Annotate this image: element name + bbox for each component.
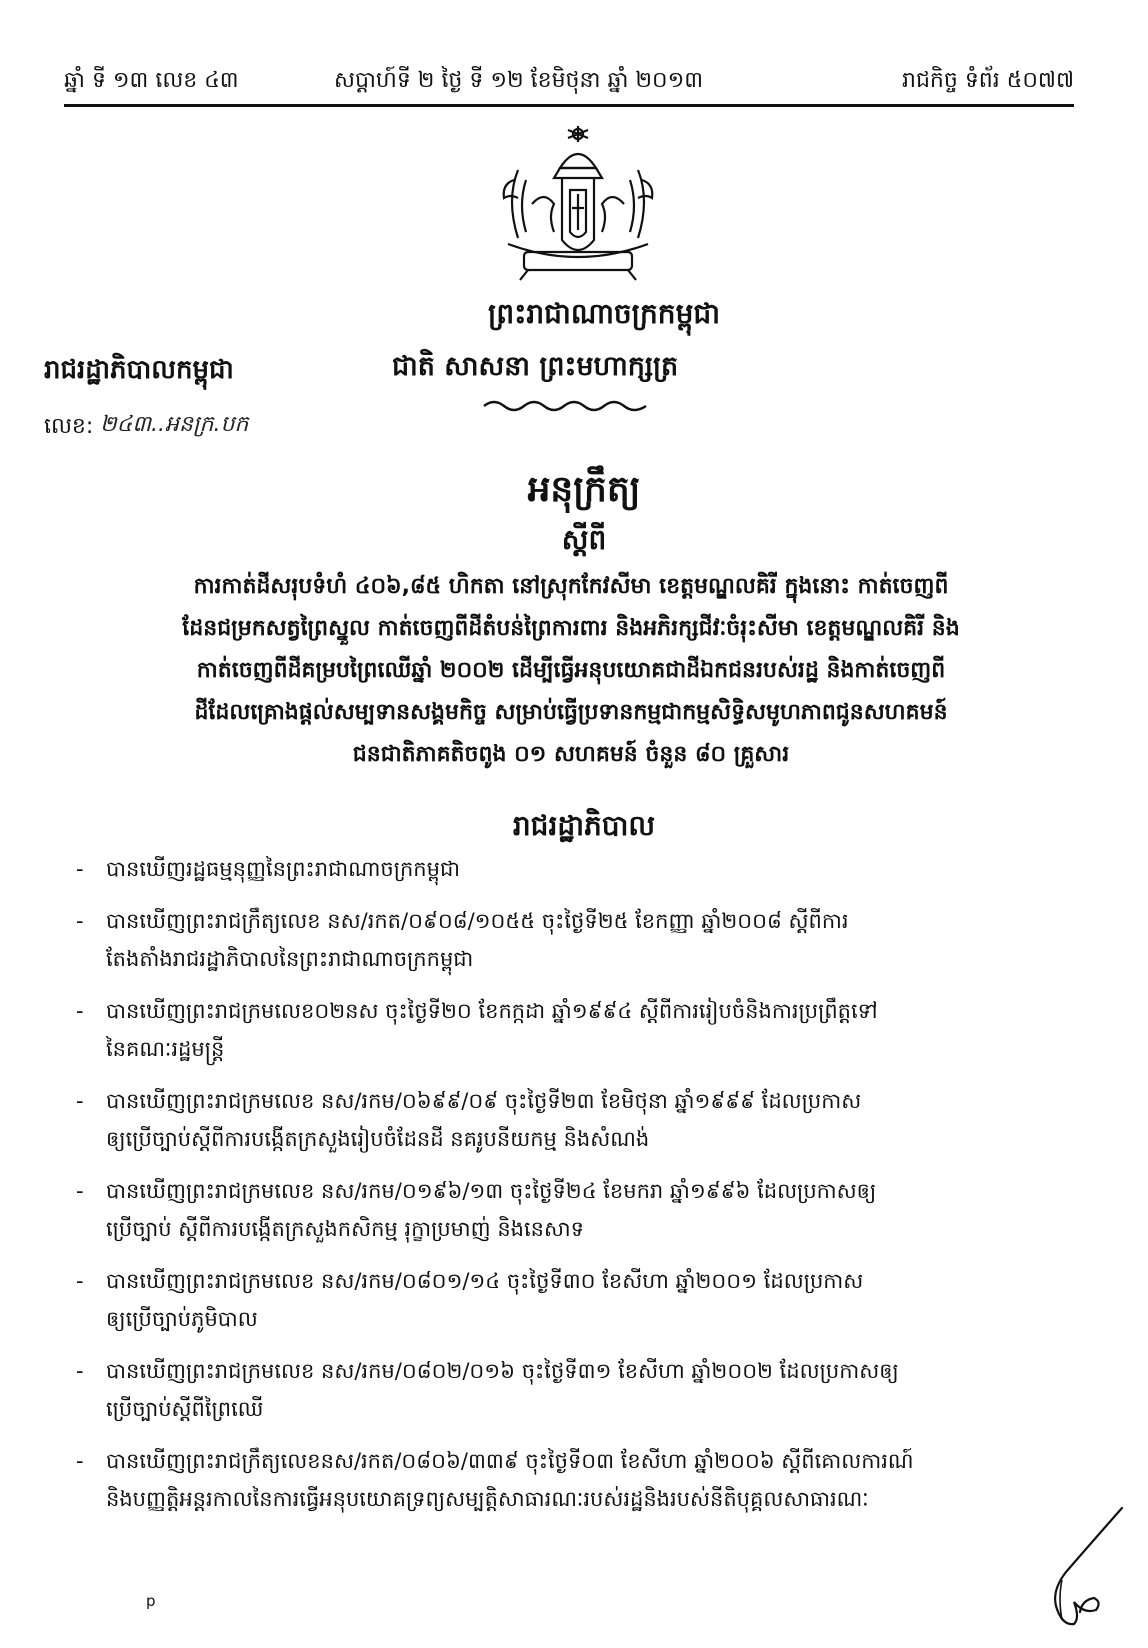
item-line: តែងតាំងរាជរដ្ឋាភិបាលនៃព្រះរាជាណាចក្រកម្ពុជា (106, 947, 474, 971)
subject-line: ជនជាតិភាគតិចពូង ០១ សហគមន៍ ចំនួន ៨០ គ្រួសារ (352, 742, 790, 767)
bullet-dash: - (76, 1089, 84, 1113)
item-line: និងបញ្ញត្តិអន្តរកាលនៃការធ្វើអនុបយោគទ្រព្យសម្បត្តិសាធារណៈរបស់រដ្ឋនិងរបស់នីតិបុគ្គលសាធារណៈ (106, 1487, 869, 1511)
gazette-issue: ឆ្នាំ ទី ១៣ លេខ ៤៣ (64, 68, 239, 93)
item-line: បានឃើញព្រះរាជក្រមលេខ នស/រកម/០៨០១/១៤ ចុះថ្ងៃទី៣០ ខែសីហា ឆ្នាំ២០០១ ដែលប្រកាស (106, 1269, 864, 1293)
item-line: ឲ្យប្រើច្បាប់ស្តីពីការបង្កើតក្រសួងរៀបចំដែនដី នគរូបនីយកម្ម និងសំណង់ (106, 1127, 650, 1151)
bullet-dash: - (76, 999, 84, 1023)
item-line: បានឃើញព្រះរាជក្រឹត្យលេខ នស/រកត/០៩០៨/១០៥៥ ចុះថ្ងៃទី២៥ ខែកញ្ញា ឆ្នាំ២០០៨ ស្តីពីការ (106, 909, 849, 933)
item-line: បានឃើញព្រះរាជក្រមលេខ នស/រកម/០១៩៦/១៣ ចុះថ្ងៃទី២៤ ខែមករា ឆ្នាំ១៩៩៦ ដែលប្រកាសឲ្យ (106, 1179, 877, 1203)
handwritten-initial-icon (1022, 1502, 1132, 1632)
item-line: បានឃើញព្រះរាជក្រឹត្យលេខនស/រកត/០៨០៦/៣៣៩ ចុះថ្ងៃទី០៣ ខែសីហា ឆ្នាំ២០០៦ ស្តីពីគោលការណ៍ (106, 1449, 914, 1473)
document-title: អនុក្រឹត្យ (527, 469, 641, 510)
bullet-dash: - (76, 909, 84, 933)
item-line: ឲ្យប្រើច្បាប់ភូមិបាល (106, 1307, 258, 1331)
list-item (76, 902, 1076, 978)
subject-line: ដែនជម្រកសត្វព្រៃស្នួល កាត់ចេញពីដីតំបន់ព្រៃការពារ និងអភិរក្សជីវៈចំរុះសីមា ខេត្តមណ្ឌលគិរី និង (182, 616, 960, 641)
royal-coat-of-arms-icon (488, 120, 668, 285)
national-motto: ជាតិ សាសនា ព្រះមហាក្សត្រ (392, 351, 679, 382)
ornament-divider-icon (480, 396, 650, 414)
gazette-header (64, 66, 1074, 100)
gazette-date: សប្តាហ៍ទី ២ ថ្ងៃ ទី ១២ ខែមិថុនា ឆ្នាំ ២០១៣ (334, 68, 704, 93)
item-line: បានឃើញព្រះរាជក្រមលេខ នស/រកម/០៦៩៩/០៩ ចុះថ្ងៃទី២៣ ខែមិថុនា ឆ្នាំ១៩៩៩ ដែលប្រកាស (106, 1089, 862, 1113)
item-line: បានឃើញព្រះរាជក្រមលេខ០២នស ចុះថ្ងៃទី២០ ខែកក្កដា ឆ្នាំ១៩៩៤ ស្តីពីការរៀបចំនិងការប្រព្រឹត្តទៅ (106, 999, 878, 1023)
list-item (76, 1352, 1076, 1428)
subject-line: កាត់ចេញពីដីគម្របព្រៃឈើឆ្នាំ ២០០២ ដើម្បីធ្វើអនុបយោគជាដីឯកជនរបស់រដ្ឋ និងកាត់ចេញពី (196, 658, 946, 683)
bullet-dash: - (76, 1179, 84, 1203)
reference-label: លេខ: (44, 414, 94, 439)
legal-references-list (76, 850, 1076, 1532)
item-line: បានឃើញព្រះរាជក្រមលេខ នស/រកម/០៨០២/០១៦ ចុះថ្ងៃទី៣១ ខែសីហា ឆ្នាំ២០០២ ដែលប្រកាសឲ្យ (106, 1359, 899, 1383)
bullet-dash: - (76, 857, 84, 881)
list-item (76, 1262, 1076, 1338)
header-rule (64, 104, 1074, 107)
item-line: ប្រើច្បាប់ស្តីពីព្រៃឈើ (106, 1397, 264, 1421)
item-line: ប្រើច្បាប់ ស្តីពីការបង្កើតក្រសួងកសិកម្ម រុក្ខាប្រមាញ់ និងនេសាទ (106, 1217, 584, 1241)
item-line: បានឃើញរដ្ឋធម្មនុញ្ញនៃព្រះរាជាណាចក្រកម្ពុជា (106, 857, 460, 881)
list-item (76, 850, 1076, 888)
bullet-dash: - (76, 1269, 84, 1293)
bullet-dash: - (76, 1359, 84, 1383)
page-mark: p (146, 1592, 156, 1610)
list-item (76, 1442, 1076, 1518)
subject-line: ដីដែលគ្រោងផ្តល់សម្បទានសង្គមកិច្ច សម្រាប់ធ្វើប្រទានកម្មជាកម្មសិទ្ធិសមូហភាពជូនសហគមន៍ (194, 700, 948, 725)
list-item (76, 1172, 1076, 1248)
government-name: រាជរដ្ឋាភិបាលកម្ពុជា (44, 355, 234, 385)
decree-subject (66, 566, 1076, 776)
item-line: នៃគណៈរដ្ឋមន្ត្រី (106, 1037, 225, 1061)
list-item (76, 992, 1076, 1068)
subject-line: ការកាត់ដីសរុបទំហំ ៤០៦,៨៥ ហិកតា នៅស្រុកកែវសីមា ខេត្តមណ្ឌលគិរី ក្នុងនោះ កាត់ចេញពី (193, 574, 949, 599)
reference-number: ២៤៣..អនក្រ.បក (100, 412, 249, 437)
section-heading: រាជរដ្ឋាភិបាល (512, 809, 656, 842)
list-item (76, 1082, 1076, 1158)
bullet-dash: - (76, 1449, 84, 1473)
gazette-page: រាជកិច្ច ទំព័រ ៥០៧៧ (901, 68, 1074, 93)
document-about: ស្តីពី (561, 523, 607, 556)
kingdom-name: ព្រះរាជាណាចក្រកម្ពុជា (487, 297, 720, 330)
